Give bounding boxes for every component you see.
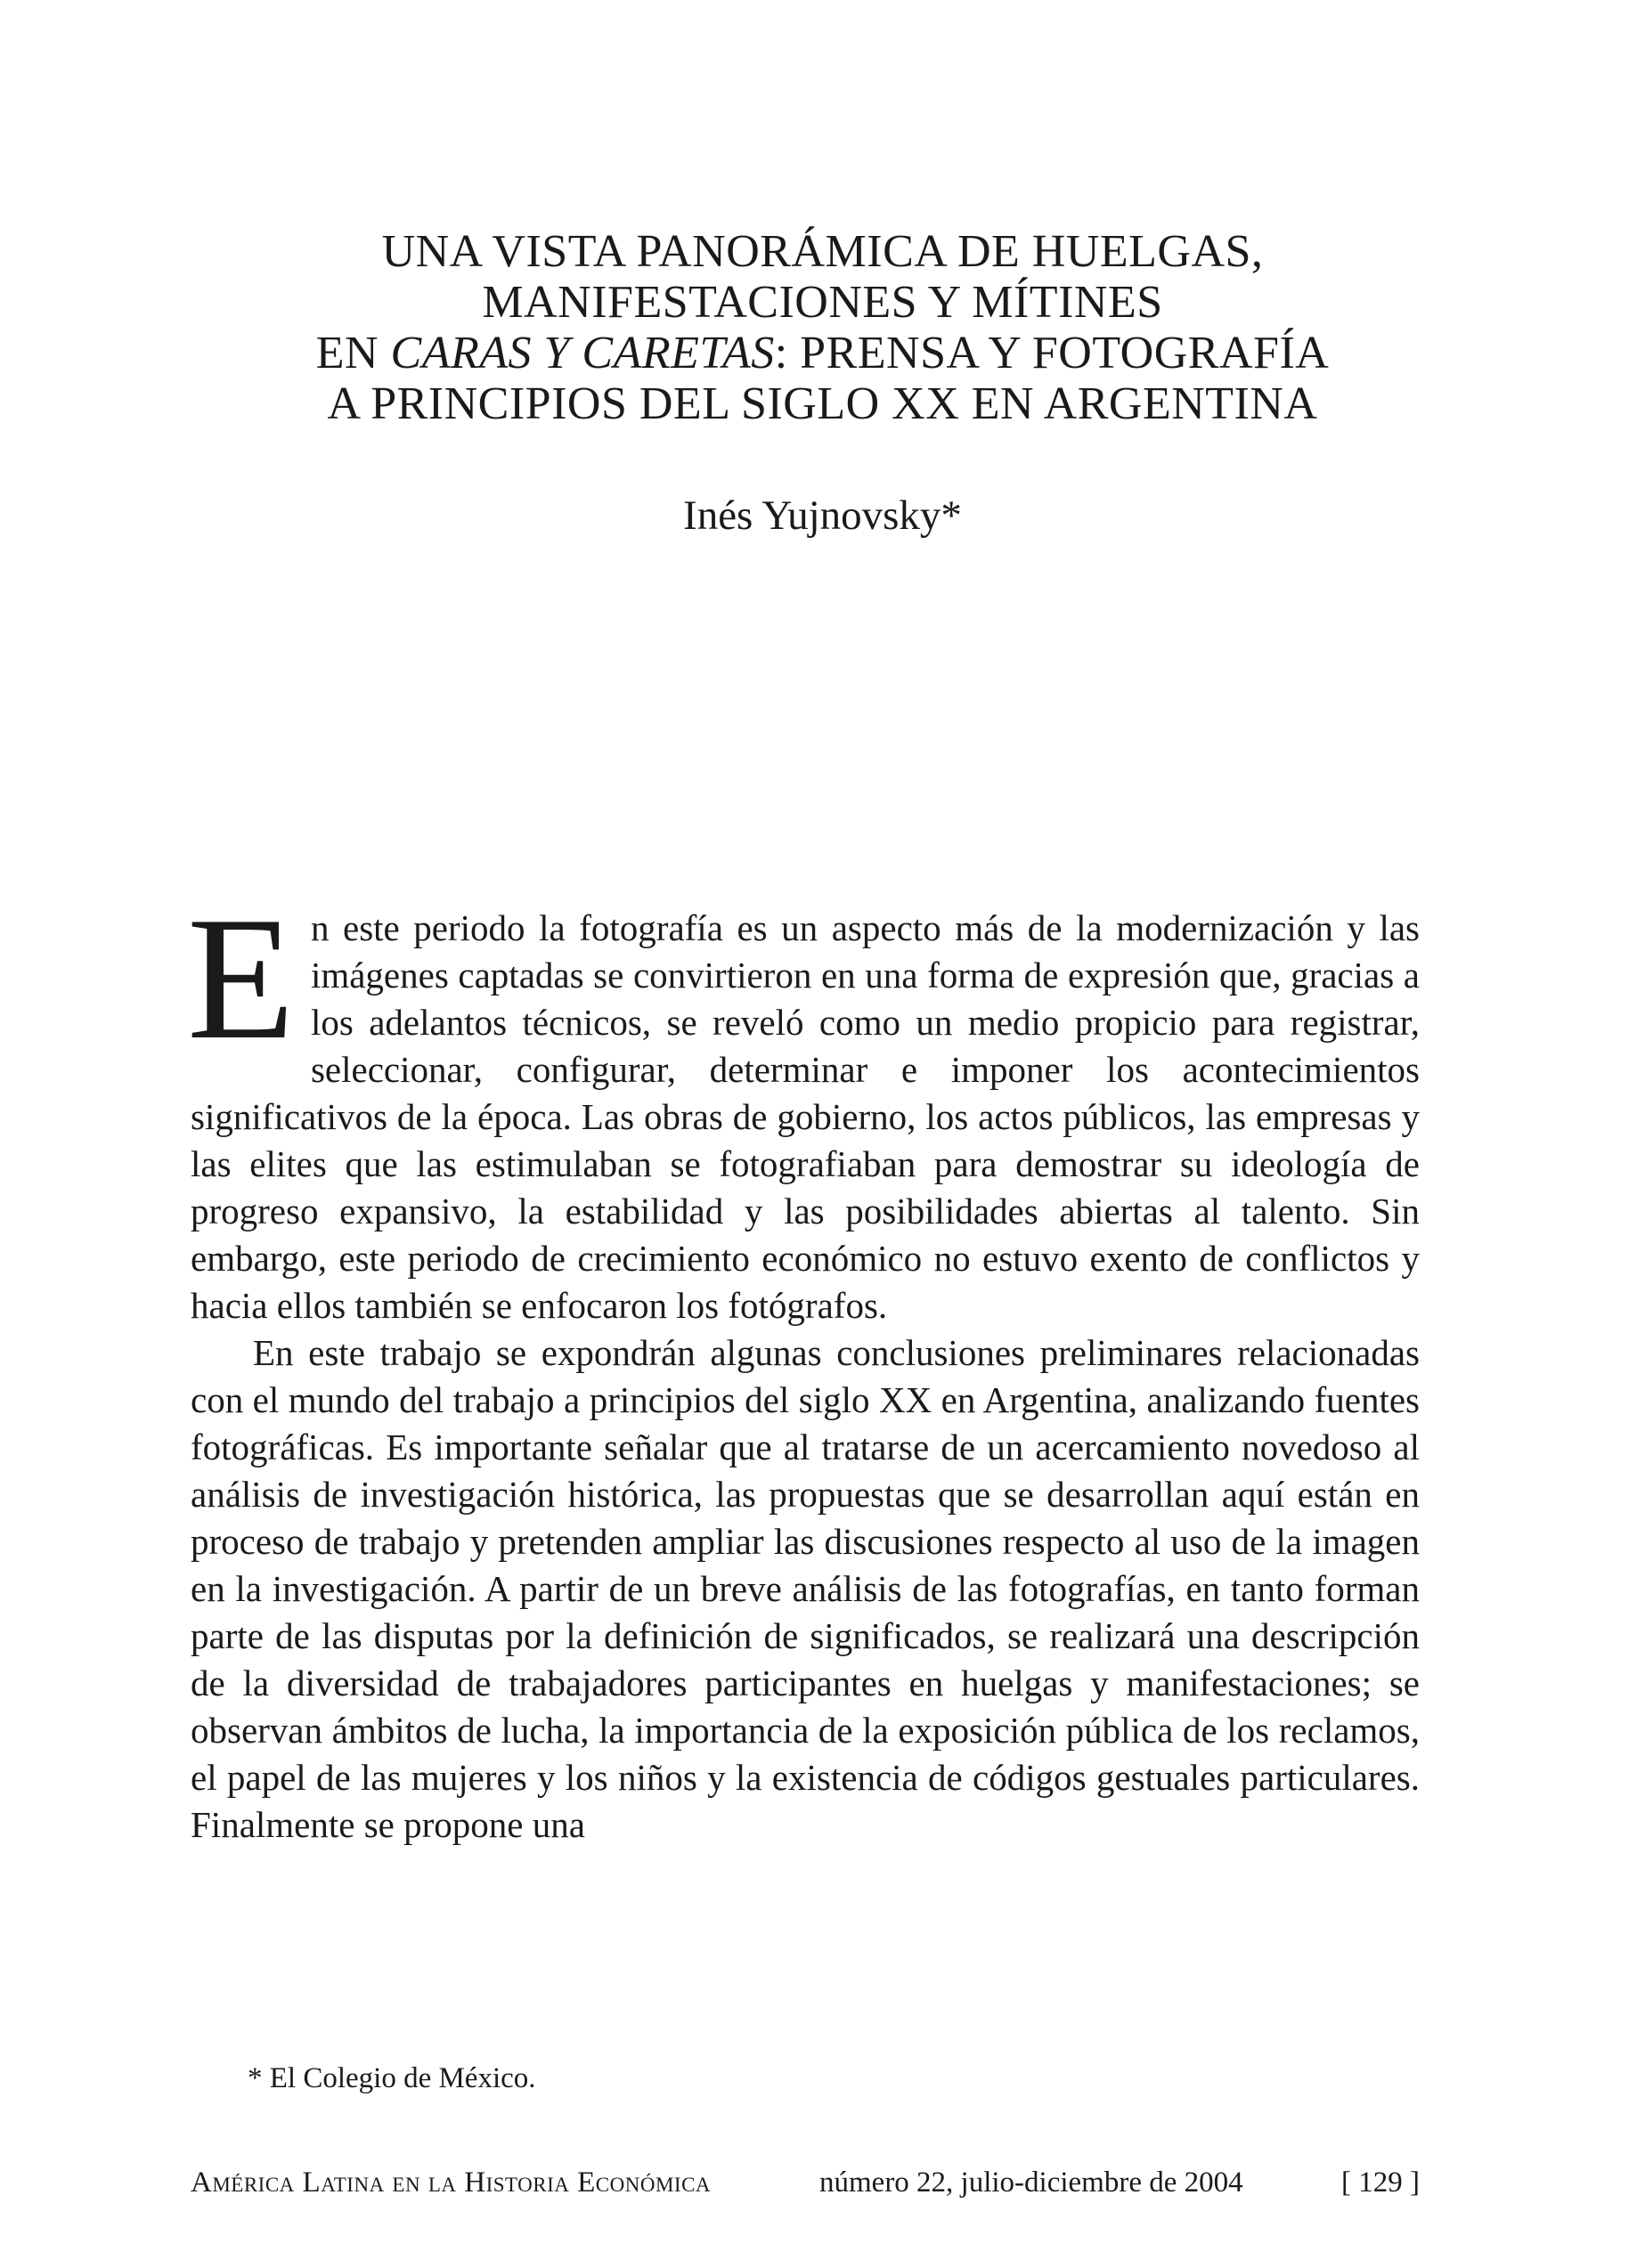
journal-name: América Latina en la Historia Económica [191,2166,712,2199]
paragraph-2: En este trabajo se expondrán algunas conclusiones preliminares relacionadas con el mundo del trabajo a principios del siglo XX en Argentina, analizando fuentes fotográficas. Es importante señalar que al tratarse de un acercamiento novedoso al análisis de investigación histórica, las propuestas que se desarrollan aquí están en proceso de trabajo y pretenden ampliar las discusiones respecto al uso de la imagen en la investigación. A partir de un breve análisis de las fotografías, en tanto forman parte de las disputas por la definición de significados, se realizará una descripción de la diversidad de trabajadores participantes en huelgas y manifestaciones; se observan ámbitos de lucha, la importancia de la exposición pública de los reclamos, el papel de las mujeres y los niños y la existencia de códigos gestuales particulares. Finalmente se propone una [191,1332,1420,1845]
article-body [187,881,1420,1849]
article-title [0,226,1645,429]
title-line-1: UNA VISTA PANORÁMICA DE HUELGAS, [381,226,1264,277]
page-number: [ 129 ] [1341,2166,1420,2199]
title-line-2: MANIFESTACIONES Y MÍTINES [482,277,1163,328]
author-name: Inés Yujnovsky* [683,492,962,539]
paragraph-1-text: n este periodo la fotografía es un aspecto más de la modernización y las imágenes captadas se convirtieron en una forma de expresión que, gracias a los adelantos técnicos, se reveló como un medio propicio para registrar, seleccionar, configurar, determinar e imponer los acontecimientos significativos de la época. Las obras de gobierno, los actos públicos, las empresas y las elites que las estimulaban se fotografiaban para demostrar su ideología de progreso expansivo, la estabilidad y las posibilidades abiertas al talento. Sin embargo, este periodo de crecimiento económico no estuvo exento de conflictos y hacia ellos también se enfocaron los fotógrafos. [191,907,1420,1326]
title-line-4: A PRINCIPIOS DEL SIGLO XX EN ARGENTINA [327,378,1318,429]
paragraph-1 [187,881,1420,1329]
footnote: * El Colegio de México. [248,2062,536,2094]
title-line-3-prefix: EN [315,328,391,378]
title-line-3-suffix: : PRENSA Y FOTOGRAFÍA [774,328,1330,378]
page-footer [191,2164,1420,2201]
title-line-3 [0,328,1645,378]
issue-info: número 22, julio-diciembre de 2004 [819,2166,1243,2199]
magazine-name: CARAS Y CARETAS [390,328,775,378]
drop-cap: E [187,881,295,1076]
